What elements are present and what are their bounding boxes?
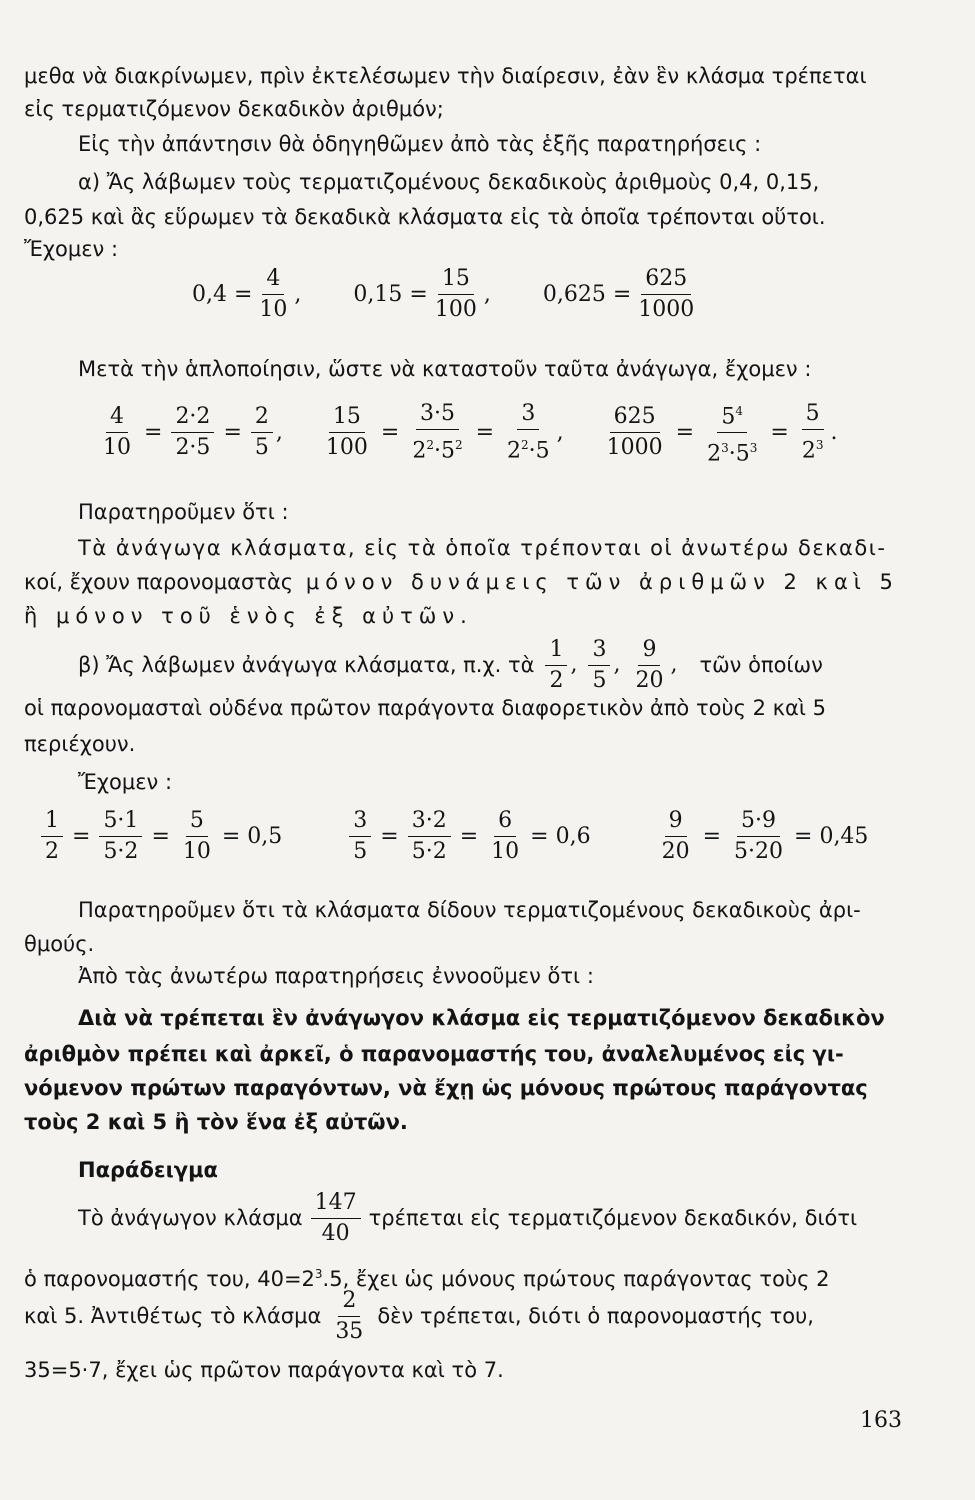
result: = 0,5 <box>221 824 283 849</box>
equation-row-1 <box>192 266 701 323</box>
equals: = <box>72 824 91 849</box>
equals: = <box>380 420 400 446</box>
text: μεθα νὰ διακρίνωμεν, πρὶν ἐκτελέσωμεν τὴν διαίρεσιν, ἐὰν ἓν κλάσμα τρέπεται <box>24 64 867 88</box>
result: = 0,6 <box>530 824 591 849</box>
numerator: $5^4$ <box>717 398 747 433</box>
fraction: $\frac{9}{20}$ <box>635 636 664 693</box>
fraction: $\frac{3}{5}$ <box>588 637 610 694</box>
text-line: Ἔχομεν : <box>78 770 173 794</box>
text-line: Εἰς τὴν ἀπάντησιν θὰ ὁδηγηθῶμεν ἀπὸ τὰς ἑξῆς παρατηρήσεις : <box>78 132 762 156</box>
text-line <box>24 1284 814 1348</box>
comma: , <box>613 652 621 677</box>
eq-lhs: 0,4 = <box>192 282 253 307</box>
denominator: $2^3\cdot 5^3$ <box>707 441 758 467</box>
text-line: Μετὰ τὴν ἁπλοποίησιν, ὥστε νὰ καταστοῦν ταῦτα ἀνάγωγα, ἔχομεν : <box>78 357 812 381</box>
emphasized-text: μόνον δυνάμεις τῶν ἀριθμῶν 2 καὶ 5 <box>305 570 899 594</box>
text: τρέπεται εἰς τερματιζόμενον δεκαδικόν, διότι <box>368 1206 858 1230</box>
text-line: Ἔχομεν : <box>24 237 119 261</box>
equation-row-3 <box>38 808 868 865</box>
text-line <box>24 568 899 596</box>
text: Τὰ ἀνάγωγα κλάσματα, εἰς τὰ ὁποῖα τρέπονται οἱ ἀνωτέρω δεκαδι- <box>78 536 887 560</box>
fraction: $\frac{1}{2}$ <box>41 808 63 865</box>
fraction: $\frac{9}{20}$ <box>661 808 690 864</box>
rule-text: ἀριθμὸν πρέπει καὶ ἀρκεῖ, ὁ παρανομαστής του, ἀναλελυμένος εἰς γι- <box>24 1042 844 1066</box>
equals: = <box>675 420 695 446</box>
text-line <box>78 534 886 562</box>
eq-lhs: 0,625 = <box>542 282 632 307</box>
fraction: $\frac{2}{35}$ <box>335 1287 364 1344</box>
emphasized-text: ἢ μόνον τοῦ ἑνὸς ἐξ αὐτῶν. <box>24 604 473 628</box>
rule-text: τοὺς 2 καὶ 5 ἢ τὸν ἕνα ἐξ αὐτῶν. <box>24 1110 408 1134</box>
text-line <box>78 168 896 196</box>
text-line: Παρατηροῦμεν ὅτι : <box>78 500 289 524</box>
comma: , <box>294 282 302 307</box>
text: κοί, ἔχουν παρονομαστὰς <box>24 570 294 594</box>
fraction: $\frac{5}{10}$ <box>182 808 211 864</box>
equals: = <box>475 420 495 446</box>
text: β) Ἄς λάβωμεν ἀνάγωγα κλάσματα, π.χ. τὰ <box>78 653 535 677</box>
fraction: $\frac{625}{1000}$ <box>606 404 663 461</box>
equals: = <box>702 824 722 849</box>
fraction: $\frac{6}{10}$ <box>491 808 520 864</box>
fraction: $\frac{15}{100}$ <box>325 404 368 461</box>
text-line: εἰς τερματιζόμενον δεκαδικὸν ἀριθμόν; <box>24 97 444 121</box>
denominator: $2^2\cdot 5$ <box>507 438 550 464</box>
fraction: $\frac{2}{5}$ <box>251 404 273 461</box>
text-line: Ἀπὸ τὰς ἀνωτέρω παρατηρήσεις ἐννοοῦμεν ὅτι : <box>78 964 594 988</box>
text-line <box>78 630 823 700</box>
rule-text: Διὰ νὰ τρέπεται ἓν ἀνάγωγον κλάσμα εἰς τερματιζόμενον δεκαδικὸν <box>78 1006 885 1030</box>
equals: = <box>770 420 789 446</box>
eq-lhs: 0,15 = <box>353 282 428 307</box>
comma: , <box>670 652 678 677</box>
text: καὶ 5. Ἀντιθέτως τὸ κλάσμα <box>24 1304 322 1328</box>
fraction: $\frac{4}{10}$ <box>259 266 288 322</box>
fraction: $\frac{5\cdot 9}{5\cdot 20}$ <box>734 808 784 864</box>
result: = 0,45 <box>794 824 869 849</box>
text-line: θμούς. <box>24 932 95 956</box>
text: Τὸ ἀνάγωγον κλάσμα <box>78 1206 303 1230</box>
fraction: $\frac{15}{100}$ <box>434 266 477 322</box>
equation-row-2 <box>96 398 837 468</box>
example-heading: Παράδειγμα <box>78 1158 218 1182</box>
fraction: $\frac{3\cdot 5}{2^2\cdot 5^2}$ <box>408 401 466 464</box>
fraction: $\frac{2\cdot 2}{2\cdot 5}$ <box>171 404 214 461</box>
fraction: $\frac{625}{1000}$ <box>638 266 695 322</box>
fraction: $\frac{3}{2^2\cdot 5}$ <box>503 401 554 464</box>
equals: = <box>459 824 479 849</box>
fraction: $\frac{4}{10}$ <box>103 404 131 461</box>
text-line <box>24 62 896 90</box>
equals: = <box>223 420 242 446</box>
alpha-text: α) Ἄς λάβωμεν τοὺς τερματιζομένους δεκαδικοὺς ἀριθμοὺς 0,4, 0,15, <box>78 170 820 194</box>
text-line: 0,625 καὶ ἂς εὕρωμεν τὰ δεκαδικὰ κλάσματα εἰς τὰ ὁποῖα τρέπονται οὕτοι. <box>24 205 826 229</box>
text-line <box>78 1186 857 1250</box>
comma: , <box>483 282 491 307</box>
page-number: 163 <box>860 1408 902 1433</box>
exponent: 3 <box>314 1267 323 1281</box>
text-line: 35=5·7, ἔχει ὡς πρῶτον παράγοντα καὶ τὸ 7. <box>24 1358 504 1382</box>
fraction: $\frac{3}{5}$ <box>349 808 371 865</box>
fraction <box>703 398 761 468</box>
text: δὲν τρέπεται, διότι ὁ παρονομαστής του, <box>377 1304 814 1328</box>
comma: , <box>275 420 283 446</box>
denominator: $2^3$ <box>801 438 824 464</box>
equals: = <box>151 824 170 849</box>
fraction: $\frac{5}{2^3}$ <box>798 401 828 464</box>
period: . <box>830 420 838 446</box>
equals: = <box>380 824 399 849</box>
text: .5, ἔχει ὡς μόνους πρώτους παράγοντας τοὺς 2 <box>322 1267 830 1291</box>
text-line: οἱ παρονομασταὶ οὐδένα πρῶτον παράγοντα διαφορετικὸν ἀπὸ τοὺς 2 καὶ 5 <box>24 696 826 720</box>
comma: , <box>556 420 564 446</box>
text: ὁ παρονομαστής του, 40=2 <box>24 1267 315 1291</box>
fraction: $\frac{5\cdot 1}{5\cdot 2}$ <box>99 808 142 865</box>
denominator: $2^2\cdot 5^2$ <box>412 438 463 464</box>
rule-text: νόμενον πρώτων παραγόντων, νὰ ἔχῃ ὡς μόνους πρώτους παράγοντας <box>24 1076 868 1100</box>
text: τῶν ὁποίων <box>699 653 823 677</box>
fraction: $\frac{147}{40}$ <box>311 1190 361 1247</box>
fraction: $\frac{1}{2}$ <box>545 637 567 694</box>
fraction: $\frac{3\cdot 2}{5\cdot 2}$ <box>408 808 451 865</box>
equals: = <box>144 420 163 446</box>
comma: , <box>570 652 578 677</box>
text-line: περιέχουν. <box>24 732 136 756</box>
text-line: Παρατηροῦμεν ὅτι τὰ κλάσματα δίδουν τερματιζομένους δεκαδικοὺς ἀρι- <box>78 898 861 922</box>
